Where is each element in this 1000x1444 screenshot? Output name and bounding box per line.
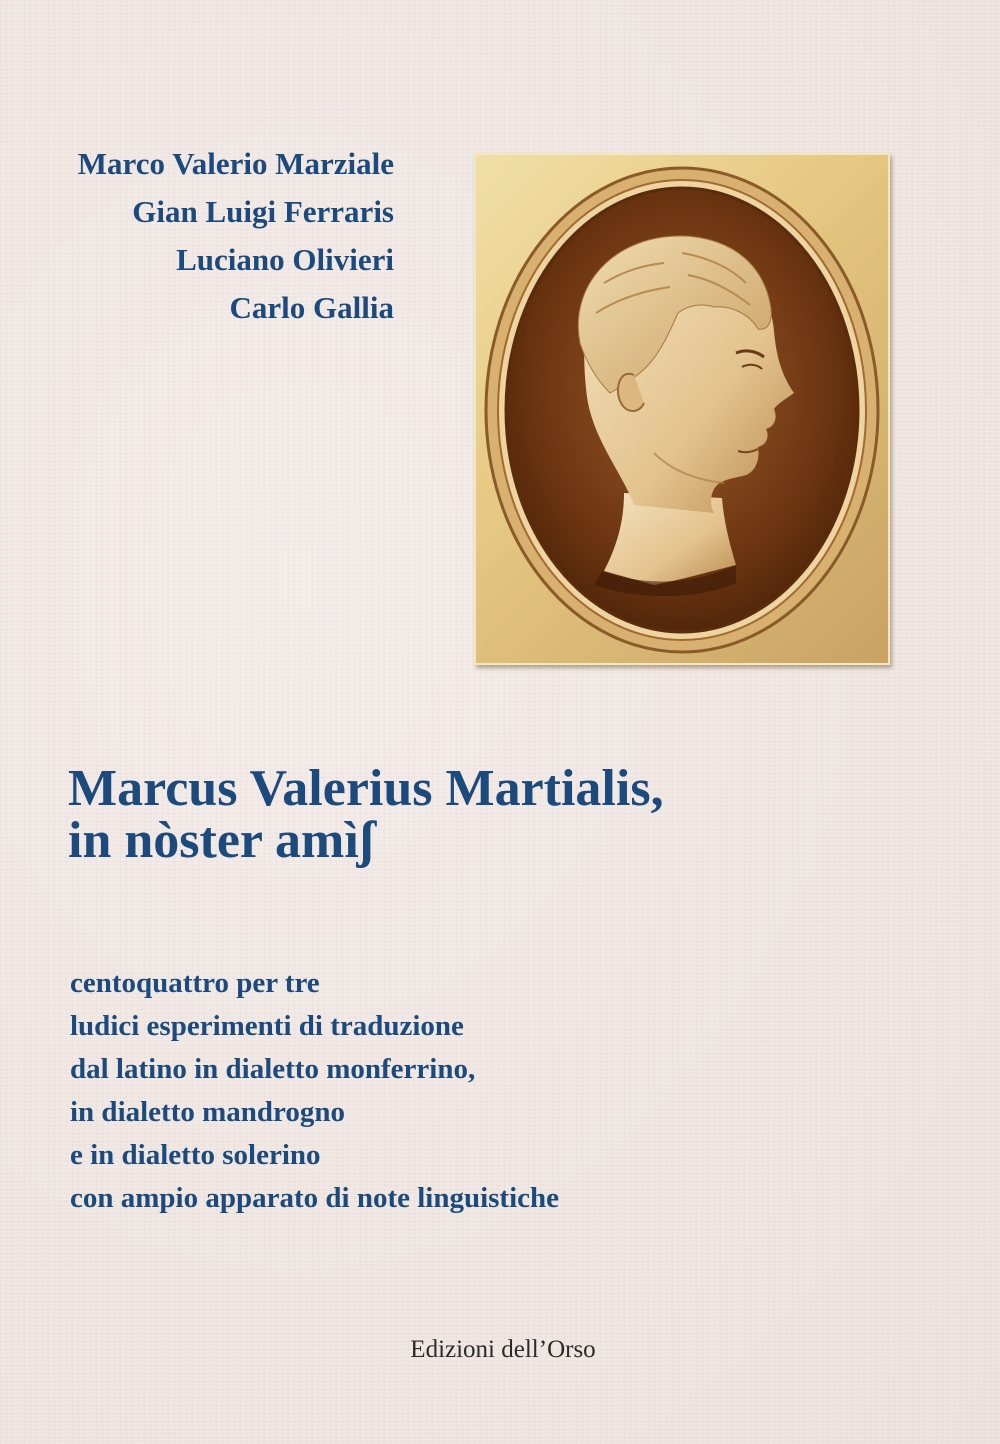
title-line: Marcus Valerius Martialis, (68, 760, 664, 817)
book-subtitle (70, 962, 559, 1220)
publisher-name: Edizioni dell’Orso (410, 1336, 596, 1363)
subtitle-line: dal latino in dialetto monferrino, (70, 1053, 476, 1085)
subtitle-line: ludici esperimenti di traduzione (70, 1010, 464, 1042)
author-name: Carlo Gallia (229, 290, 394, 325)
author-name: Luciano Olivieri (176, 242, 394, 277)
subtitle-line: con ampio apparato di note linguistiche (70, 1182, 560, 1214)
profile-portrait-icon (474, 153, 890, 665)
subtitle-line: centoquattro per tre (70, 967, 320, 999)
author-list (78, 140, 394, 332)
author-name: Gian Luigi Ferraris (132, 194, 394, 229)
subtitle-line: e in dialetto solerino (70, 1139, 321, 1171)
portrait-image (474, 153, 890, 665)
title-line: in nòster amìʃ (68, 812, 375, 869)
author-name: Marco Valerio Marziale (77, 146, 394, 181)
book-title (68, 760, 664, 869)
subtitle-line: in dialetto mandrogno (70, 1096, 346, 1128)
